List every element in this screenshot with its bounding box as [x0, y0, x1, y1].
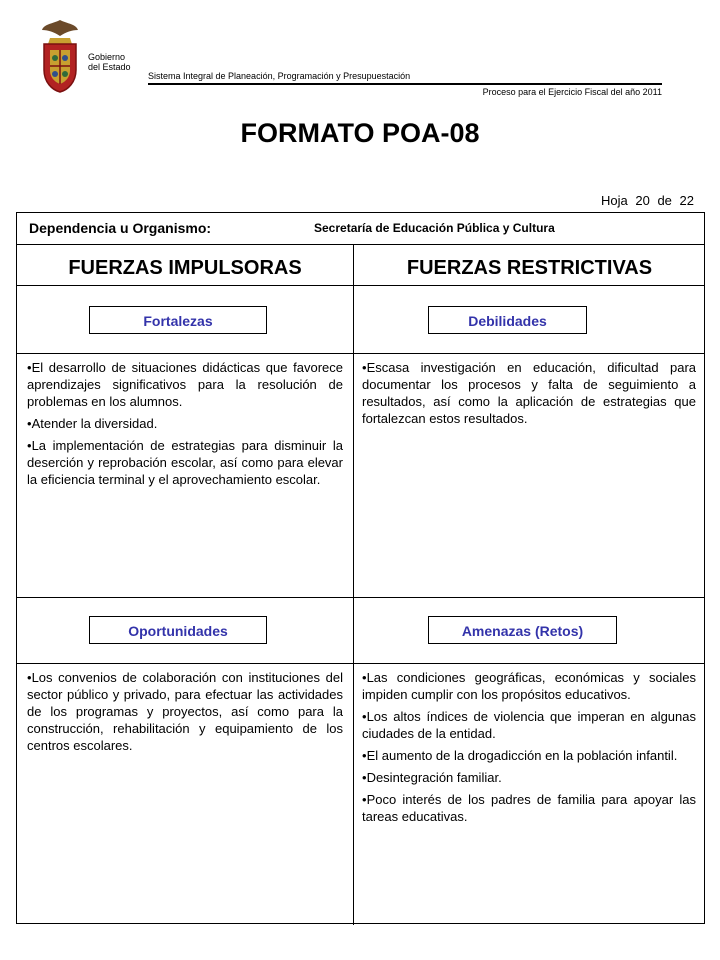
col-head-impulsoras: FUERZAS IMPULSORAS	[68, 257, 302, 279]
oportunidades-heading: Oportunidades	[89, 616, 267, 644]
page-of-label: de	[657, 193, 672, 208]
poa-form-table	[16, 212, 705, 924]
fiscal-process: Proceso para el Ejercicio Fiscal del año 2011	[482, 87, 662, 97]
list-item: • Desintegración familiar.	[362, 769, 696, 786]
list-item: • Escasa investigación en educación, dificultad para documentar los procesos y falta de seguimiento a resultados, así como la aplicación de estrategias que fortalezcan estos resultados.	[362, 359, 696, 427]
debilidades-cell	[362, 359, 696, 432]
fortalezas-cell	[27, 359, 343, 493]
col-head-restrictivas: FUERZAS RESTRICTIVAS	[406, 257, 653, 279]
page-current: 20	[635, 193, 650, 208]
row-divider	[17, 663, 704, 664]
debilidades-heading: Debilidades	[428, 306, 587, 334]
header-rule	[148, 83, 662, 85]
list-item: • Los convenios de colaboración con instituciones del sector público y privado, para efectuar las actividades de los programas y proyectos, así como para la construcción, rehabilitación y equipamiento de los centros escolares.	[27, 669, 343, 754]
list-item: • El desarrollo de situaciones didácticas que favorece aprendizajes significativos para la resolución de problemas en los alumnos.	[27, 359, 343, 410]
row-divider	[17, 244, 704, 245]
column-divider	[353, 244, 354, 925]
oportunidades-cell	[27, 669, 343, 759]
dependencia-value: Secretaría de Educación Pública y Cultura	[314, 221, 555, 235]
list-item: • Las condiciones geográficas, económicas y sociales impiden cumplir con los propósitos educativos.	[362, 669, 696, 703]
row-divider	[17, 597, 704, 598]
page-indicator	[597, 193, 694, 208]
government-label-line2: del Estado	[88, 62, 131, 72]
page-hoja-label: Hoja	[600, 193, 628, 208]
dependencia-label: Dependencia u Organismo:	[29, 220, 212, 236]
row-divider	[17, 285, 704, 286]
fortalezas-heading: Fortalezas	[89, 306, 267, 334]
row-divider	[17, 353, 704, 354]
list-item: • Atender la diversidad.	[27, 415, 343, 432]
system-name: Sistema Integral de Planeación, Programación y Presupuestación	[148, 71, 411, 81]
document-title: FORMATO POA-08	[240, 118, 480, 148]
list-item: • Los altos índices de violencia que imperan en algunas ciudades de la entidad.	[362, 708, 696, 742]
amenazas-heading: Amenazas (Retos)	[428, 616, 617, 644]
list-item: • La implementación de estrategias para disminuir la deserción y reprobación escolar, así como para elevar la eficiencia terminal y el aprovechamiento escolar.	[27, 437, 343, 488]
government-label-line1: Gobierno	[88, 52, 126, 62]
list-item: • Poco interés de los padres de familia para apoyar las tareas educativas.	[362, 791, 696, 825]
list-item: • El aumento de la drogadicción en la población infantil.	[362, 747, 696, 764]
page-total: 22	[679, 193, 694, 208]
state-seal-logo	[38, 18, 82, 94]
amenazas-cell	[362, 669, 696, 830]
